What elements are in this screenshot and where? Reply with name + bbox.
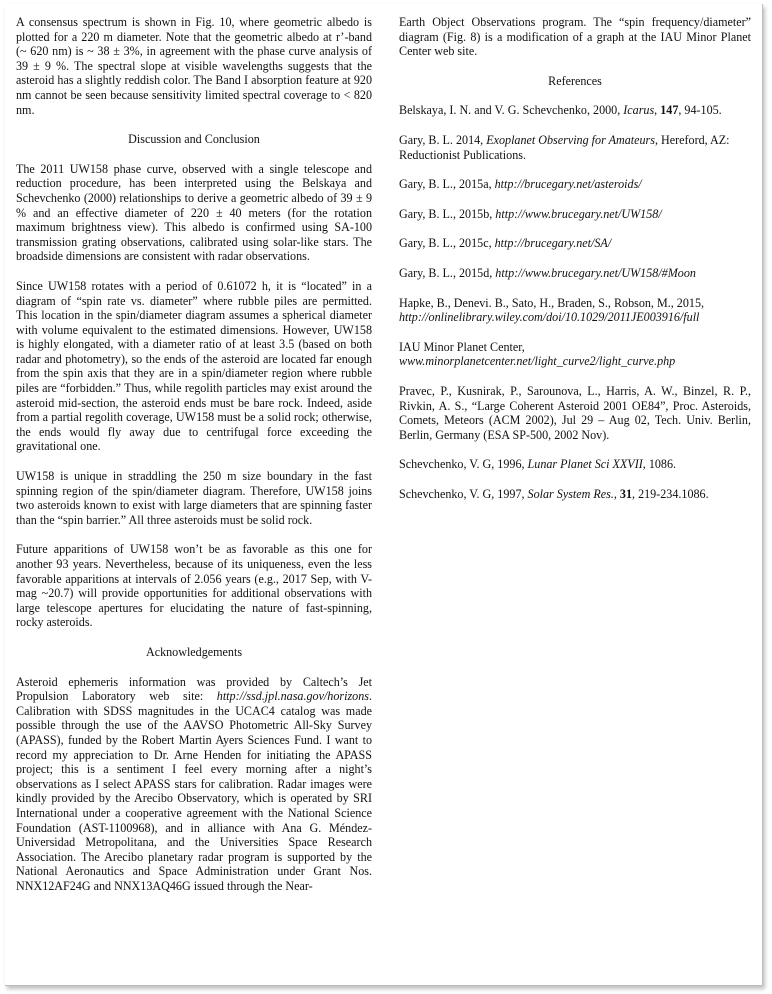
reference-schevchenko-1996: Schevchenko, V. G, 1996, Lunar Planet Sci XXVII, 1086.: [399, 457, 677, 472]
heading-discussion: Discussion and Conclusion: [128, 132, 260, 147]
reference-belskaya-2000: Belskaya, I. N. and V. G. Schevchenko, 2000, Icarus, 147, 94-105.: [399, 103, 722, 118]
right-column: [399, 15, 751, 516]
reference-link[interactable]: http://brucegary.net/asteroids/: [494, 177, 642, 192]
reference-link[interactable]: http://onlinelibrary.wiley.com/doi/10.1029/2011JE003916/full: [399, 310, 700, 325]
reference-gary-2014: Gary, B. L. 2014, Exoplanet Observing for Amateurs, Hereford, AZ: Reductionist Publications.: [399, 132, 730, 162]
paragraph-continued: Earth Object Observations program. The “spin frequency/diameter” diagram (Fig. 8) is a modification of a graph at the IAU Minor Planet Center web site.: [399, 15, 751, 59]
paragraph-rotation: Since UW158 rotates with a period of 0.61072 h, it is “located” in a diagram of “spin rate vs. diameter” where rubble piles are permitted. This location in the spin/diameter diagram assumes a spherical diameter with volume equivalent to the estimated dimensions. However, UW158 is highly elongated, with a diameter ratio of at least 3.5 (based on both radar and photometry), so the ends of the asteroid are located far enough from the spin axis that they are in a spin/diameter region where rubble piles are “forbidden.” Thus, while regolith particles may exist around the asteroid mid-section, the asteroid ends must be bare rock. Indeed, aside from a partial regolith coverage, UW158 must be a solid rock; otherwise, the ends would fly away due to centrifugal force exceeding the gravitational one.: [16, 278, 372, 454]
heading-references: References: [548, 73, 602, 88]
reference-link[interactable]: http://brucegary.net/SA/: [494, 236, 612, 251]
reference-link[interactable]: www.minorplanetcenter.net/light_curve2/light_curve.php: [399, 354, 676, 369]
paragraph-acknowledgements: Asteroid ephemeris information was provided by Caltech’s Jet Propulsion Laboratory web site: http://ssd.jpl.nasa.gov/horizons. Calibration with SDSS magnitudes in the UCAC4 catalog was made possible through the use of the AAVSO Photometric All-Sky Survey (APASS), funded by the Robert Martin Ayers Sciences Fund. I want to record my appreciation to Dr. Arne Henden for initiating the APASS project; this is a sentiment I feel every morning after a night’s observations as I select APASS stars for calibration. Radar images were kindly provided by the Arecibo Observatory, which is operated by SRI International under a cooperative agreement with the National Science Foundation (AST-1100968), and in alliance with Ana G. Méndez-Universidad Metropolitana, and the Universities Space Research Association. The Arecibo planetary radar program is supported by the National Aeronautics and Space Administration under Grant Nos. NNX12AF24G and NNX13AQ46G issued through the Near-: [16, 674, 372, 893]
jpl-horizons-link[interactable]: http://ssd.jpl.nasa.gov/horizons: [216, 689, 369, 704]
reference-schevchenko-1997: Schevchenko, V. G, 1997, Solar System Res., 31, 219-234.1086.: [399, 486, 709, 501]
paragraph-phase-curve: The 2011 UW158 phase curve, observed with a single telescope and reduction procedure, has been interpreted using the Belskaya and Schevchenko (2000) relationships to derive a geometric albedo of 39 ± 9 % and an effective diameter of 220 ± 40 meters (for the rotation maximum brightness view). This albedo is confirmed using SA-100 transmission grating observations, calibrated using solar-like stars. The broadside dimensions are consistent with radar observations.: [16, 161, 372, 264]
reference-pravec: Pravec, P., Kusnirak, P., Sarounova, L., Harris, A. W., Binzel, R. P., Rivkin, A. S., “Large Coherent Asteroid 2001 OE84”, Proc. Asteroids, Comets, Meteors (ACM 2002), Jul 29 – Aug 02, Tech. Univ. Berlin, Berlin, Germany (ESA SP-500, 2002 Nov).: [399, 383, 751, 442]
paragraph-future: Future apparitions of UW158 won’t be as favorable as this one for another 93 years. Nevertheless, because of its uniqueness, even the less favorable apparitions at intervals of 2.056 years (e.g., 2017 Sep, with V-mag ~20.7) will provide opportunities for additional observations with large telescope apertures for elucidating the nature of fast-spinning, rocky asteroids.: [16, 542, 372, 630]
paragraph-spectrum: A consensus spectrum is shown in Fig. 10, where geometric albedo is plotted for a 220 m diameter. Note that the geometric albedo at r’-band (~ 620 nm) is ~ 38 ± 3%, in agreement with the phase curve analysis of 39 ± 9 %. The spectral slope at visible wavelengths suggests that the asteroid has a slightly reddish color. The Band I absorption feature at 920 nm cannot be seen because sensitivity limited spectral coverage to < 820 nm.: [16, 15, 372, 117]
reference-gary-2015d: Gary, B. L., 2015d, http://www.brucegary.net/UW158/#Moon: [399, 265, 696, 280]
paragraph-unique: UW158 is unique in straddling the 250 m size boundary in the fast spinning region of the spin/diameter diagram. Therefore, UW158 joins two asteroids known to exist with large diameters that are spinning faster than the “spin barrier.” All three asteroids must be solid rock.: [16, 469, 372, 527]
heading-acknowledgements: Acknowledgements: [145, 644, 243, 659]
reference-gary-2015c: Gary, B. L., 2015c, http://brucegary.net/SA/: [399, 236, 612, 251]
reference-iau-mpc: IAU Minor Planet Center, www.minorplanetcenter.net/light_curve2/light_curve.php: [399, 339, 676, 369]
reference-gary-2015a: Gary, B. L., 2015a, http://brucegary.net/asteroids/: [399, 177, 642, 192]
left-column: [16, 15, 372, 908]
reference-gary-2015b: Gary, B. L., 2015b, http://www.brucegary.net/UW158/: [399, 206, 662, 221]
reference-link[interactable]: http://www.brucegary.net/UW158/: [495, 206, 662, 221]
reference-link[interactable]: http://www.brucegary.net/UW158/#Moon: [495, 265, 696, 280]
document-page: [5, 4, 763, 986]
reference-hapke-2015: Hapke, B., Denevi. B., Sato, H., Braden, S., Robson, M., 2015, http://onlinelibrary.wiley.com/doi/10.1029/2011JE003916/full: [399, 295, 705, 325]
